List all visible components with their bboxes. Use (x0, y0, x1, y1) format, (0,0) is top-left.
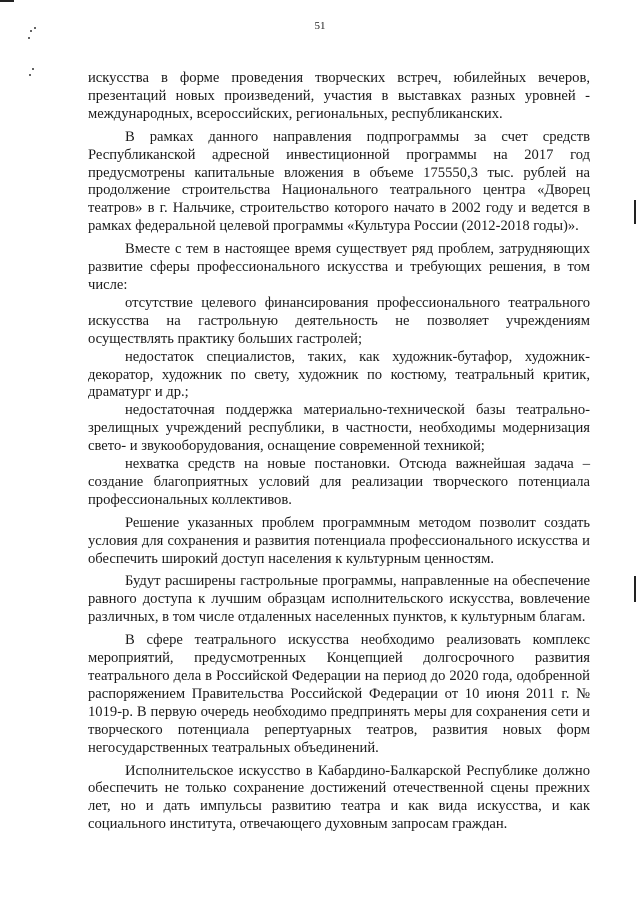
paragraph: Решение указанных проблем программным методом позволит создать условия для сохранения и развития потенциала профессионального искусства и обеспечить широкий доступ населения к культурным ценностям. (88, 514, 590, 567)
scan-speck (28, 37, 30, 39)
list-paragraph: отсутствие целевого финансирования профессионального театрального искусства на гастрольную деятельность не позволяет учреждениям осуществлять практику больших гастролей; (88, 294, 590, 347)
scan-speck (29, 74, 31, 76)
scan-edge-mark (634, 576, 636, 602)
paragraph: В рамках данного направления подпрограммы за счет средств Республиканской адресной инвестиционной программы на 2017 год предусмотрены капитальные вложения в объеме 175550,3 тыс. рублей на продолжение строительства Национального театрального центра «Дворец театров» в г. Нальчике, строительство которого начато в 2002 году и ведется в рамках федеральной целевой программы «Культура России (2012-2018 годы)». (88, 128, 590, 235)
list-paragraph: недостаточная поддержка материально-технической базы театрально-зрелищных учреждений республики, в частности, необходимы модернизация свето- и звукооборудования, оснащение современной техникой; (88, 402, 590, 455)
list-paragraph: недостаток специалистов, таких, как художник-бутафор, художник-декоратор, художник по свету, художник по костюму, театральный критик, драматург и др.; (88, 348, 590, 401)
paragraph: искусства в форме проведения творческих встреч, юбилейных вечеров, презентаций новых произведений, участия в выставках разных уровней - международных, всероссийских, региональных, республиканских. (88, 70, 590, 122)
scan-edge-mark (0, 0, 14, 2)
scan-speck (32, 68, 34, 70)
paragraph: Вместе с тем в настоящее время существует ряд проблем, затрудняющих развитие сферы профессионального искусства и требующих решения, в том числе: (88, 241, 590, 293)
paragraph: Будут расширены гастрольные программы, направленные на обеспечение равного доступа к лучшим образцам исполнительского искусства, вовлечение различных, в том числе отдаленных населенных пунктов, к культурным благам. (88, 573, 590, 626)
scan-edge-mark (634, 200, 636, 224)
list-paragraph: нехватка средств на новые постановки. Отсюда важнейшая задача – создание благоприятных условий для реализации творческого потенциала профессиональных коллективов. (88, 456, 590, 508)
paragraph: В сфере театрального искусства необходимо реализовать комплекс мероприятий, предусмотренных Концепцией долгосрочного развития театрального дела в Российской Федерации на период до 2020 года, одобренной распоряжением Правительства Российской Федерации от 10 июня 2011 г. № 1019-р. В первую очередь необходимо предпринять меры для сохранения сети и творческого потенциала репертуарных театров, развития новых форм негосударственных театральных объединений. (88, 632, 590, 756)
document-body (88, 70, 590, 834)
paragraph: Исполнительское искусство в Кабардино-Балкарской Республике должно обеспечить не только сохранение достижений отечественной сцены прежних лет, но и дать импульсы развитию театра и как вида искусства, и как социального института, отвечающего духовным запросам граждан. (88, 762, 590, 833)
page-number: 51 (314, 20, 326, 32)
